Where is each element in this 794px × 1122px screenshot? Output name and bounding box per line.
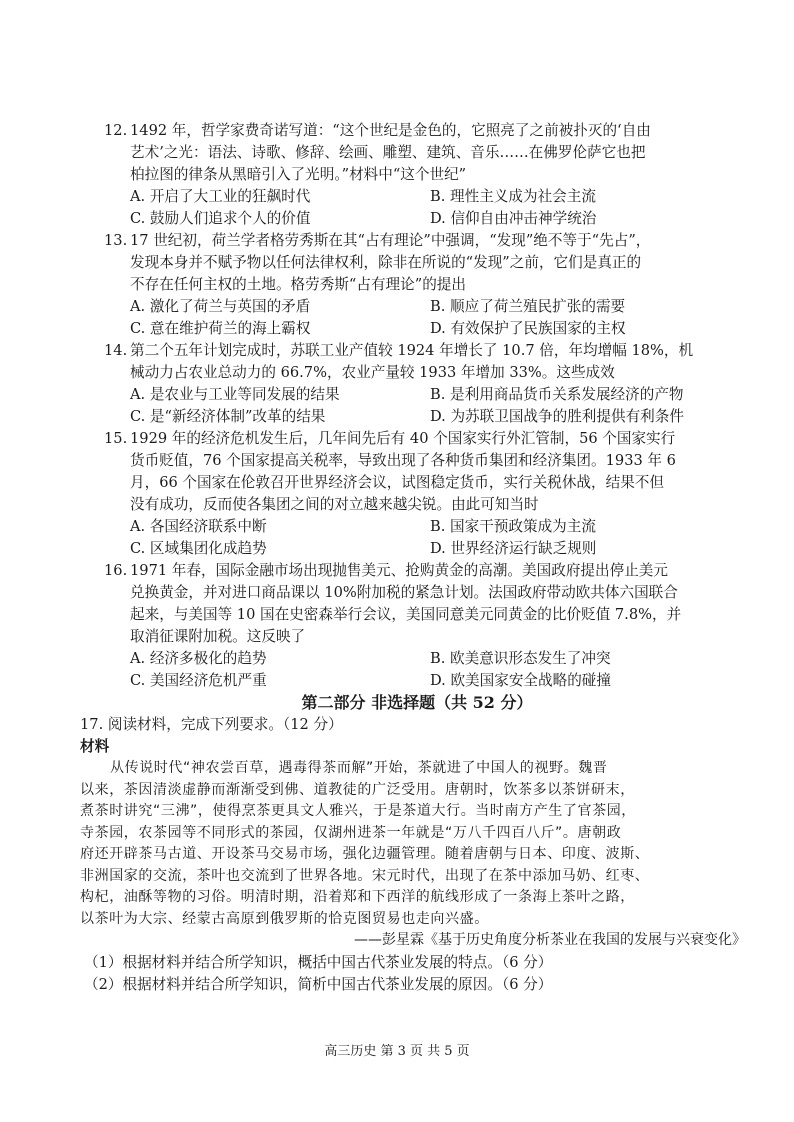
material-line: 寺茶园，农茶园等不同形式的茶园，仅湖州进茶一年就是“万八千四百八斤”。唐朝政 [80, 824, 622, 841]
option-d: D. 为苏联卫国战争的胜利提供有利条件 [430, 408, 684, 425]
question-stem-line: 械动力占农业总动力的 66.7%，农业产量较 1933 年增加 33%。这些成效 [130, 364, 615, 381]
option-d: D. 世界经济运行缺乏规则 [430, 540, 597, 557]
option-b: B. 理性主义成为社会主流 [430, 188, 596, 205]
question-14 [104, 340, 730, 428]
question-number: 12. [104, 122, 128, 139]
option-a: A. 激化了荷兰与英国的矛盾 [130, 298, 311, 315]
options [104, 186, 730, 230]
option-a: A. 各国经济联系中断 [130, 518, 267, 535]
option-c: C. 区域集团化成趋势 [130, 540, 267, 557]
question-stem-line: 第二个五年计划完成时，苏联工业产值较 1924 年增长了 10.7 倍，年均增幅 18%，机 [130, 342, 694, 359]
option-b: B. 是利用商品货币关系发展经济的产物 [430, 386, 684, 403]
question-stem-line: 货币贬值，76 个国家提高关税率，导致出现了各种货币集团和经济集团。1933 年 6 [130, 452, 676, 469]
options [104, 296, 730, 340]
material-line: 构杞，油酥等物的习俗。明清时期，沿着郑和下西洋的航线形成了一条海上茶叶之路， [80, 889, 635, 905]
material-line: 非洲国家的交流，茶叶也交流到了世界各地。宋元时代，出现了在茶中添加马奶、红枣、 [80, 867, 650, 884]
option-a: A. 是农业与工业等同发展的结果 [130, 386, 340, 403]
material-passage [80, 758, 730, 930]
question-17-intro: 17. 阅读材料，完成下列要求。（12 分） [80, 716, 343, 733]
material-line: 煮茶时讲究“三沸”，使得烹茶更具文人雅兴，于是茶道大行。当时南方产生了官茶园， [80, 803, 636, 819]
material-source: ——彭星霖《基于历史角度分析茶业在我国的发展与兴衰变化》 [354, 932, 746, 948]
question-13 [104, 230, 730, 340]
question-15 [104, 428, 730, 560]
question-stem-line: 起来，与美国等 10 国在史密森举行会议，美国同意美元同黄金的比价贬值 7.8%，并 [130, 606, 682, 623]
option-b: B. 欧美意识形态发生了冲突 [430, 650, 611, 667]
material-line: 府还开辟茶马古道、开设茶马交易市场，强化边疆管理。随着唐朝与日本、印度、波斯、 [80, 846, 650, 862]
question-stem-line: 1929 年的经济危机发生后，几年间先后有 40 个国家实行外汇管制，56 个国家实行 [130, 430, 676, 447]
option-a: A. 开启了大工业的狂飙时代 [130, 188, 311, 205]
sub-question-1: （1）根据材料并结合所学知识，概括中国古代茶业发展的特点。（6 分） [84, 953, 553, 971]
page-footer: 高三历史 第 3 页 共 5 页 [324, 1044, 470, 1059]
question-stem-line: 月，66 个国家在伦敦召开世界经济会议，试图稳定货币，实行关税休战，结果不但 [130, 474, 664, 491]
material-line: 以来，茶因清淡虚静而渐渐受到佛、道教徒的广泛受用。唐朝时，饮茶多以茶饼研末， [80, 781, 635, 798]
question-16 [104, 560, 730, 692]
question-stem-line: 1971 年春，国际金融市场出现抛售美元、抢购黄金的高潮。美国政府提出停止美元 [130, 562, 668, 579]
material-line: 以茶叶为大宗、经蒙古高原到俄罗斯的恰克图贸易也走向兴盛。 [80, 910, 489, 927]
option-d: D. 信仰自由冲击神学统治 [430, 210, 597, 227]
options [104, 516, 730, 560]
sub-question-2: （2）根据材料并结合所学知识，简析中国古代茶业发展的原因。（6 分） [84, 975, 553, 993]
question-stem-line: 艺术’之光：语法、诗歌、修辞、绘画、雕塑、建筑、音乐……在佛罗伦萨它也把 [130, 144, 646, 161]
question-stem-line: 柏拉图的律条从黑暗引入了光明。”材料中“这个世纪” [130, 166, 467, 183]
question-number: 14. [104, 342, 128, 359]
question-12 [104, 120, 730, 230]
question-17 [80, 714, 746, 996]
question-stem-line: 不存在任何主权的土地。格劳秀斯“占有理论”的提出 [130, 276, 466, 293]
question-stem-line: 兑换黄金，并对进口商品课以 10%附加税的紧急计划。法国政府带动欧共体六国联合 [130, 584, 678, 601]
question-stem-line: 取消征课附加税。这反映了 [130, 628, 306, 645]
question-number: 16. [104, 562, 128, 579]
option-c: C. 鼓励人们追求个人的价值 [130, 210, 311, 227]
question-stem-line: 发现本身并不赋予物以任何法律权利，除非在所说的“发现”之前，它们是真正的 [130, 254, 642, 271]
option-c: C. 意在维护荷兰的海上霸权 [130, 320, 311, 337]
option-d: D. 有效保护了民族国家的主权 [430, 320, 626, 337]
option-a: A. 经济多极化的趋势 [130, 650, 267, 667]
question-stem-line: 1492 年，哲学家费奇诺写道：“这个世纪是金色的，它照亮了之前被扑灭的‘自由 [130, 122, 651, 139]
material-label: 材料 [80, 738, 110, 755]
question-stem-line: 17 世纪初，荷兰学者格劳秀斯在其“占有理论”中强调，“发现”绝不等于“先占”， [130, 232, 651, 249]
options [104, 384, 730, 428]
options [104, 648, 730, 692]
section-title: 第二部分 非选择题（共 52 分） [301, 693, 533, 712]
material-line: 从传说时代“神农尝百草，遇毒得茶而解”开始，茶就进了中国人的视野。魏晋 [110, 760, 608, 776]
option-d: D. 欧美国家安全战略的碰撞 [430, 672, 611, 689]
question-stem-line: 没有成功，反而使各集团之间的对立越来越尖锐。由此可知当时 [130, 496, 539, 513]
question-number: 13. [104, 232, 128, 249]
option-b: B. 国家干预政策成为主流 [430, 518, 596, 535]
question-number: 15. [104, 430, 128, 447]
option-b: B. 顺应了荷兰殖民扩张的需要 [430, 298, 626, 315]
option-c: C. 美国经济危机严重 [130, 672, 267, 689]
option-c: C. 是“新经济体制”改革的结果 [130, 408, 326, 425]
